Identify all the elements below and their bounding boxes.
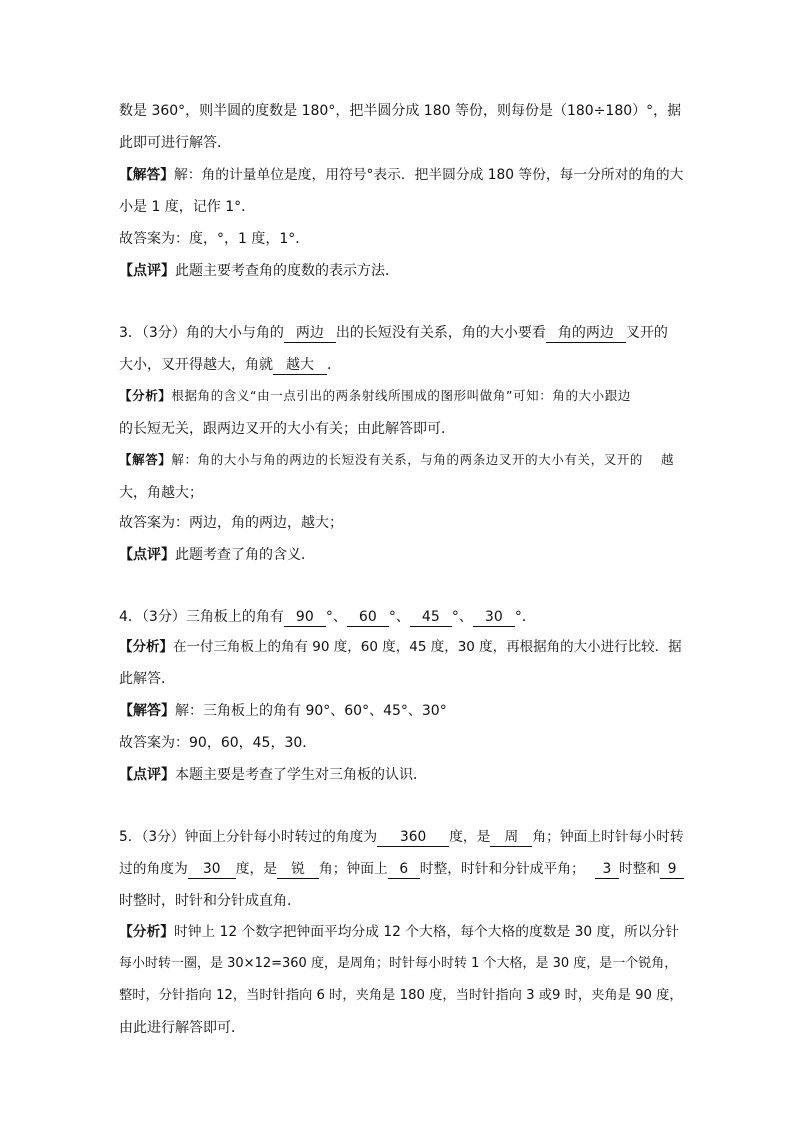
text: 度，是 [449,829,491,845]
text: 时整时，时针和分针成直角． [119,893,301,909]
fill-blank: 90 [284,609,326,627]
text: 、 [332,609,347,625]
analysis-line [119,386,684,406]
comment-line [119,261,684,281]
text-line [119,891,684,911]
text: 根据角的含义“由一点引出的两条射线所围成的图形叫做角”可知：角的大小跟边 [171,388,631,403]
fill-blank: 锐 [277,861,319,879]
fill-blank: 两边 [284,325,336,343]
text: 每小时转一圈，是 30×12=360 度，是周角；时针每小时转 1 个大格，是 30 度，是一个锐角， [119,956,678,971]
question-3-line2 [119,355,684,375]
text-line [119,229,684,249]
fill-blank: 6 [388,861,420,879]
fill-blank: 30 [473,609,515,627]
text: 此解答． [119,671,175,687]
answer-line [119,450,684,470]
analysis-tag: 【分析】 [119,639,173,655]
text: 、 [458,609,473,625]
text: 、 [395,609,410,625]
text: 故答案为：度，°，1 度，1°． [119,231,310,247]
text: 解：三角板上的角有 90°、60°、45°、30° [175,703,447,719]
answer-line [119,165,684,185]
text: 小是 1 度，记作 1°． [119,199,256,215]
fill-blank: 45 [410,609,452,627]
answer-tag: 【解答】 [119,452,172,467]
question-4 [119,607,684,627]
text: 由此进行解答即可． [119,1020,245,1036]
text: 出的长短没有关系，角的大小要看 [335,325,546,341]
text: 叉开的 [625,325,668,341]
analysis-tag: 【分析】 [119,924,175,940]
text: 整时，分针指向 12，当时针指向 6 时，夹角是 180 度，当时针指向 3 或9 时，夹角是 90 度， [119,988,683,1003]
comment-tag: 【点评】 [119,263,175,279]
text: 故答案为：两边，角的两边，越大； [119,515,343,531]
question-5-line2 [119,859,684,879]
comment-tag: 【点评】 [119,547,175,563]
question-3 [119,323,684,343]
text-line [119,986,684,1006]
text: 4．（3分）三角板上的角有 [119,609,284,625]
text: 时钟上 12 个数字把钟面平均分成 12 个大格，每个大格的度数是 30 度，所以分针 [174,924,679,940]
text-line [119,133,684,153]
text: 越 [661,452,675,467]
text: 大，角越大； [119,485,203,501]
text: 3．（3分）角的大小与角的 [119,325,284,341]
fill-blank: 360 [377,829,449,847]
text: 时整和 [618,861,661,877]
question-5 [119,827,684,847]
fill-blank: 9 [660,861,684,879]
answer-line [119,701,684,721]
text: ° [451,609,459,625]
text: ． [521,609,536,625]
text: 大小，叉开得越大，角就 [119,357,273,373]
text: 5．（3分）钟面上分针每小时转过的角度为 [119,829,378,845]
text: 时整，时针和分针成平角； [419,861,585,877]
text-line [119,669,684,689]
analysis-line [119,922,684,942]
fill-blank: 周 [490,829,532,847]
text: 此题考查了角的含义． [175,547,315,563]
text: 在一付三角板上的角有 90 度，60 度，45 度，30 度，再根据角的大小进行比较．据 [173,639,682,655]
text: 解：角的计量单位是度，用符号°表示．把半圆分成 180 等份，每一分所对的角的大 [174,167,684,183]
answer-tag: 【解答】 [119,703,175,719]
text: ． [327,357,341,373]
text-line [119,419,684,439]
text-line [119,513,684,533]
text-line [119,101,684,121]
fill-blank: 60 [347,609,389,627]
text-line [119,733,684,753]
text-line [119,954,684,974]
comment-line [119,545,684,565]
text: ° [388,609,396,625]
text: 此即可进行解答． [119,135,231,151]
text: 此题主要考查角的度数的表示方法． [175,263,399,279]
analysis-line [119,637,684,657]
fill-blank: 越大 [273,357,327,375]
answer-tag: 【解答】 [119,167,175,183]
text: 角；钟面上时针每小时转 [532,829,684,845]
text: 故答案为：90，60，45，30． [119,735,317,751]
text: 数是 360°，则半圆的度数是 180°，把半圆分成 180 等份，则每份是（180÷180）°，据 [119,103,682,119]
analysis-tag: 【分析】 [119,388,172,403]
text: 角；钟面上 [319,861,388,877]
fill-blank: 角的两边 [546,325,626,343]
text: 的长短无关，跟两边叉开的大小有关；由此解答即可． [119,421,455,437]
text-line [119,197,684,217]
text-line [119,1018,684,1038]
text-line [119,483,684,503]
text: ° [514,609,522,625]
text: 解：角的大小与角的两边的长短没有关系，与角的两条边叉开的大小有关，叉开的 [171,452,644,467]
text: ° [325,609,333,625]
fill-blank: 3 [595,861,619,879]
comment-line [119,765,684,785]
text: 度，是 [235,861,278,877]
comment-tag: 【点评】 [119,767,175,783]
text: 本题主要是考查了学生对三角板的认识． [175,767,427,783]
fill-blank: 30 [188,861,236,879]
text: 过的角度为 [119,861,188,877]
